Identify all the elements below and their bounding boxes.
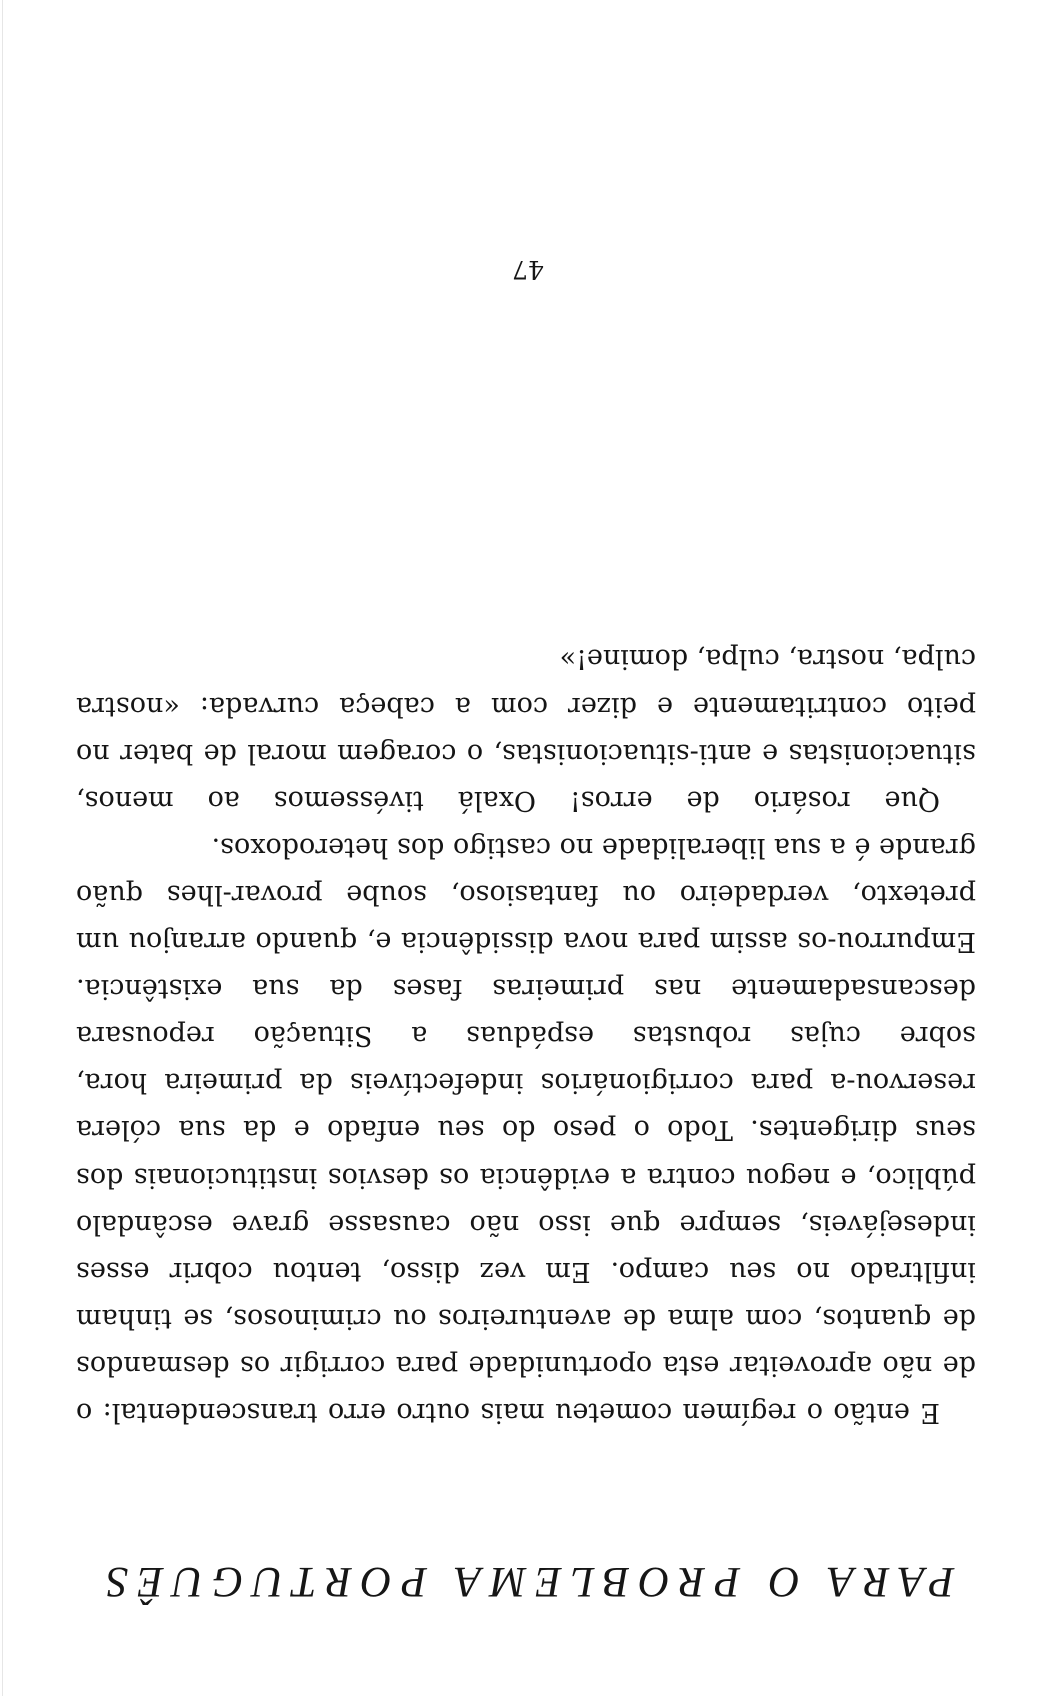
running-title: PARA O PROBLEMA PORTUGUÊS: [97, 1558, 955, 1605]
body-text: [76, 635, 976, 1436]
page-number: 47: [512, 255, 544, 284]
scan-edge-line: [2, 0, 3, 1696]
paragraph: Que rosário de erros! Oxalá tivéssemos ao menos, situacionistas e anti-situacionistas, o coragem moral de bater no peito contritamente e dizer com a cabeça curvada: «nostra culpa, nostra, culpa, domine!»: [76, 643, 976, 816]
paragraph: E então o regímen cometeu mais outro erro transcendental: o de não aproveitar esta oportunidade para corrigir os desmandos de quantos, com alma de aventureiros ou criminosos, se tinham infiltrado no seu campo. Em vez disso, tentou cobrir esses indesejáveis, sempre que isso não causasse grave escândalo público, e negou contra a evidência os desvios institucionais dos seus dirigentes. Todo o peso do seu enfado e da sua cólera reservou-a para corrigionários indefectíveis da primeira hora, sobre cujas robustas espáduas a Situação repousara descansadamente nas primeiras fases da sua existência. Empurrou-os assim para nova dissidência e, quando arranjou um pretexto, verdadeiro ou fantasioso, soube provar-lhes quão grande é a sua liberalidade no castigo dos heterodoxos.: [76, 831, 976, 1428]
